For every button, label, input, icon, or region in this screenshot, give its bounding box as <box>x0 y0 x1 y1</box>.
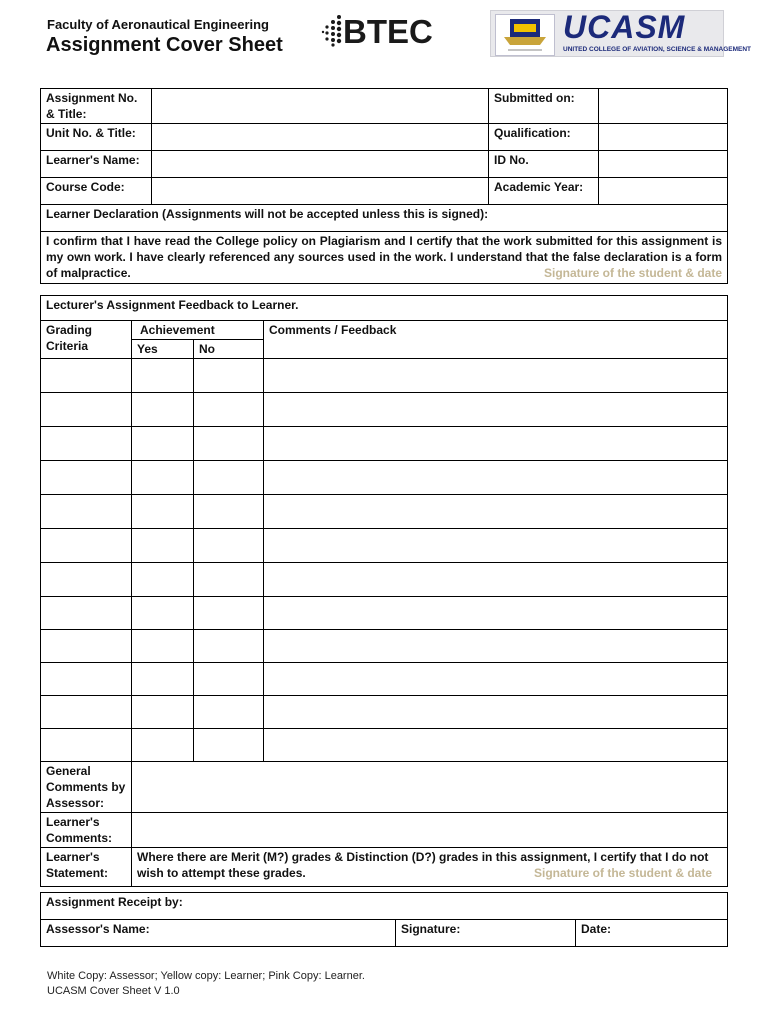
qualification-label: Qualification: <box>489 124 599 151</box>
ucasm-seal-icon <box>495 14 555 56</box>
submitted-field[interactable] <box>599 89 728 124</box>
table-row <box>41 630 728 663</box>
comment-cell[interactable] <box>264 729 728 762</box>
comment-cell[interactable] <box>264 663 728 696</box>
comment-cell[interactable] <box>264 461 728 495</box>
table-row <box>41 696 728 729</box>
learner-statement-cell[interactable] <box>132 848 728 887</box>
table-row <box>41 393 728 427</box>
receipt-table <box>40 892 728 947</box>
id-field[interactable] <box>599 151 728 178</box>
yes-cell[interactable] <box>132 663 194 696</box>
receipt-signature-cell[interactable] <box>396 920 576 947</box>
assessor-name-label: Assessor's Name: <box>46 922 150 936</box>
feedback-table <box>40 295 728 887</box>
table-row <box>41 359 728 393</box>
learner-name-field[interactable] <box>152 151 489 178</box>
no-cell[interactable] <box>194 359 264 393</box>
no-cell[interactable] <box>194 529 264 563</box>
student-signature-hint: Signature of the student & date <box>543 266 722 280</box>
yes-cell[interactable] <box>132 461 194 495</box>
criteria-cell[interactable] <box>41 393 132 427</box>
table-row <box>41 529 728 563</box>
criteria-cell[interactable] <box>41 696 132 729</box>
unit-field[interactable] <box>152 124 489 151</box>
comment-cell[interactable] <box>264 359 728 393</box>
criteria-cell[interactable] <box>41 495 132 529</box>
yes-cell[interactable] <box>132 630 194 663</box>
no-cell[interactable] <box>194 663 264 696</box>
assessor-name-cell[interactable] <box>41 920 396 947</box>
learner-info-table <box>40 88 728 284</box>
no-cell[interactable] <box>194 495 264 529</box>
no-header: No <box>194 340 264 359</box>
ucasm-logo <box>490 9 752 57</box>
criteria-cell[interactable] <box>41 563 132 597</box>
comment-cell[interactable] <box>264 597 728 630</box>
yes-cell[interactable] <box>132 495 194 529</box>
declaration-text: I confirm that I have read the College policy on Plagiarism and I certify that the work submitted for this assignment is my own work. I have clearly referenced any sources used in the work. I understand that the false declaration is a form of malpractice. <box>46 234 722 280</box>
achievement-header: Achievement <box>132 321 264 340</box>
table-row <box>41 597 728 630</box>
declaration-heading: Learner Declaration (Assignments will not be accepted unless this is signed): <box>41 205 728 232</box>
criteria-cell[interactable] <box>41 359 132 393</box>
submitted-label: Submitted on: <box>489 89 599 124</box>
btec-dots-icon <box>321 14 345 48</box>
btec-logo <box>321 14 451 52</box>
academic-year-field[interactable] <box>599 178 728 205</box>
yes-cell[interactable] <box>132 427 194 461</box>
comment-cell[interactable] <box>264 495 728 529</box>
yes-cell[interactable] <box>132 597 194 630</box>
yes-cell[interactable] <box>132 729 194 762</box>
feedback-heading: Lecturer's Assignment Feedback to Learner. <box>41 296 728 321</box>
learner-statement-text: Where there are Merit (M?) grades & Distinction (D?) grades in this assignment, I certify that I do not wish to attempt these grades. <box>137 850 709 880</box>
comment-cell[interactable] <box>264 630 728 663</box>
criteria-cell[interactable] <box>41 663 132 696</box>
assignment-label: Assignment No. & Title: <box>41 89 152 124</box>
table-row <box>41 495 728 529</box>
criteria-cell[interactable] <box>41 427 132 461</box>
no-cell[interactable] <box>194 461 264 495</box>
receipt-date-cell[interactable] <box>576 920 728 947</box>
comment-cell[interactable] <box>264 529 728 563</box>
yes-cell[interactable] <box>132 696 194 729</box>
yes-cell[interactable] <box>132 563 194 597</box>
criteria-cell[interactable] <box>41 630 132 663</box>
criteria-cell[interactable] <box>41 461 132 495</box>
table-row <box>41 427 728 461</box>
receipt-signature-label: Signature: <box>401 922 461 936</box>
table-row <box>41 729 728 762</box>
learner-comments-label: Learner's Comments: <box>41 813 132 848</box>
comment-cell[interactable] <box>264 427 728 461</box>
no-cell[interactable] <box>194 393 264 427</box>
page-title: Assignment Cover Sheet <box>46 34 283 56</box>
course-code-field[interactable] <box>152 178 489 205</box>
criteria-cell[interactable] <box>41 597 132 630</box>
grading-criteria-header: Grading Criteria <box>41 321 132 359</box>
table-row <box>41 461 728 495</box>
table-row <box>41 563 728 597</box>
unit-label: Unit No. & Title: <box>41 124 152 151</box>
yes-cell[interactable] <box>132 393 194 427</box>
version-note: UCASM Cover Sheet V 1.0 <box>47 985 180 997</box>
copies-note: White Copy: Assessor; Yellow copy: Learner; Pink Copy: Learner. <box>47 970 365 982</box>
id-label: ID No. <box>489 151 599 178</box>
course-code-label: Course Code: <box>41 178 152 205</box>
ucasm-wordmark: UCASM <box>563 9 686 45</box>
comment-cell[interactable] <box>264 696 728 729</box>
criteria-cell[interactable] <box>41 529 132 563</box>
receipt-date-label: Date: <box>581 922 612 936</box>
comments-header: Comments / Feedback <box>264 321 728 340</box>
assignment-field[interactable] <box>152 89 489 124</box>
no-cell[interactable] <box>194 427 264 461</box>
learner-comments-field[interactable] <box>132 813 728 848</box>
faculty-name: Faculty of Aeronautical Engineering <box>47 17 269 32</box>
qualification-field[interactable] <box>599 124 728 151</box>
general-comments-field[interactable] <box>132 762 728 813</box>
no-cell[interactable] <box>194 563 264 597</box>
table-row <box>41 663 728 696</box>
general-comments-label: General Comments by Assessor: <box>41 762 132 813</box>
academic-year-label: Academic Year: <box>489 178 599 205</box>
learner-name-label: Learner's Name: <box>41 151 152 178</box>
no-cell[interactable] <box>194 630 264 663</box>
statement-signature-hint: Signature of the student & date <box>533 866 712 880</box>
btec-wordmark: BTEC <box>343 13 433 50</box>
no-cell[interactable] <box>194 696 264 729</box>
ucasm-subtitle: UNITED COLLEGE OF AVIATION, SCIENCE & MANAGEMENT <box>563 46 752 53</box>
comment-cell[interactable] <box>264 393 728 427</box>
learner-statement-label: Learner's Statement: <box>41 848 132 887</box>
comments-header-spacer <box>264 340 728 359</box>
yes-cell[interactable] <box>132 359 194 393</box>
yes-cell[interactable] <box>132 529 194 563</box>
declaration-cell[interactable] <box>41 232 728 284</box>
yes-header: Yes <box>132 340 194 359</box>
receipt-heading: Assignment Receipt by: <box>41 893 728 920</box>
no-cell[interactable] <box>194 729 264 762</box>
comment-cell[interactable] <box>264 563 728 597</box>
criteria-cell[interactable] <box>41 729 132 762</box>
no-cell[interactable] <box>194 597 264 630</box>
